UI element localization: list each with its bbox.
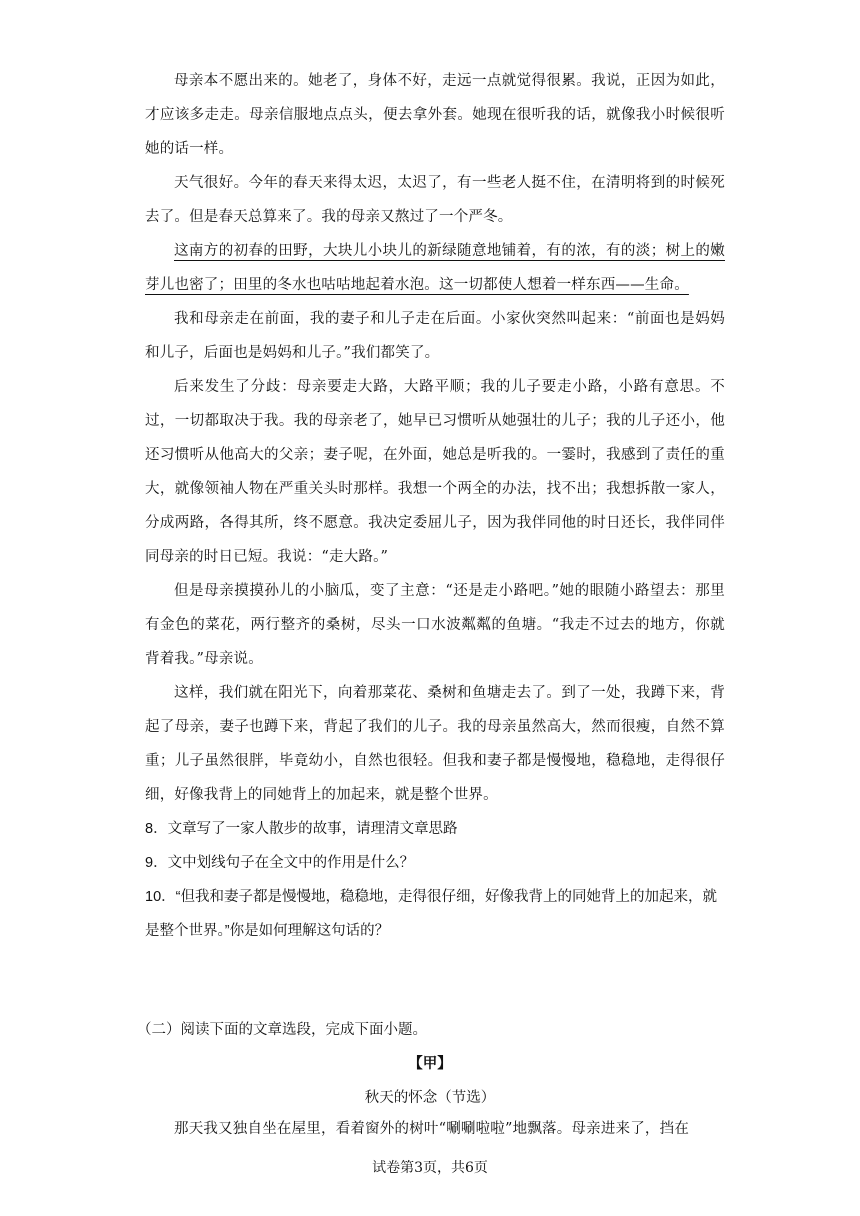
question-8: 8．文章写了一家人散步的故事，请理清文章思路 [145,821,458,837]
paragraph-1: 母亲本不愿出来的。她老了，身体不好，走远一点就觉得很累。我说，正因为如此，才应该多走走。母亲信服地点点头，便去拿外套。她现在很听我的话，就像我小时候很听她的话一样。 [145,73,725,157]
paragraph-4: 我和母亲走在前面，我的妻子和儿子走在后面。小家伙突然叫起来：“前面也是妈妈和儿子，后面也是妈妈和儿子。”我们都笑了。 [145,311,725,361]
question-9: 9．文中划线句子在全文中的作用是什么？ [145,855,415,871]
section-label: 【甲】 [408,1055,452,1072]
section-heading: （二）阅读下面的文章选段，完成下面小题。 [137,1022,427,1038]
paragraph-6: 但是母亲摸摸孙儿的小脑瓜，变了主意：“还是走小路吧。”她的眼随小路望去：那里有金色的菜花，两行整齐的桑树，尽头一口水波粼粼的鱼塘。“我走不过去的地方，你就背着我。”母亲说。 [145,583,725,667]
paragraph-2: 天气很好。今年的春天来得太迟，太迟了，有一些老人挺不住，在清明将到的时候死去了。但是春天总算来了。我的母亲又熬过了一个严冬。 [145,175,725,225]
section2-paragraph: 那天我又独自坐在屋里，看着窗外的树叶“唰唰啦啦”地飘落。母亲进来了，挡在 [174,1121,690,1137]
question-10: 10．“但我和妻子都是慢慢地，稳稳地，走得很仔细，好像我背上的同她背上的加起来，就是整个世界。”你是如何理解这句话的？ [145,889,717,939]
article-title: 秋天的怀念（节选） [364,1090,496,1106]
underlined-paragraph [145,234,725,302]
paragraph-7: 这样，我们就在阳光下，向着那菜花、桑树和鱼塘走去了。到了一处，我蹲下来，背起了母亲，妻子也蹲下来，背起了我们的儿子。我的母亲虽然高大，然而很瘦，自然不算重；儿子虽然很胖，毕竟幼小，自然也很轻。但我和妻子都是慢慢地，稳稳地，走得很仔细，好像我背上的同她背上的加起来，就是整个世界。 [145,685,725,803]
underlined-sentence: 这南方的初春的田野，大块儿小块儿的新绿随意地铺着，有的浓，有的淡；树上的嫩芽儿也密了；田里的冬水也咕咕地起着水泡。这一切都使人想着一样东西——生命。 [145,243,725,293]
page-footer: 试卷第3页，共6页 [372,1160,488,1176]
paragraph-5: 后来发生了分歧：母亲要走大路，大路平顺；我的儿子要走小路，小路有意思。不过，一切都取决于我。我的母亲老了，她早已习惯听从她强壮的儿子；我的儿子还小，他还习惯听从他高大的父亲；妻子呢，在外面，她总是听我的。一霎时，我感到了责任的重大，就像领袖人物在严重关头时那样。我想一个两全的办法，找不出；我想拆散一家人，分成两路，各得其所，终不愿意。我决定委屈儿子，因为我伴同他的时日还长，我伴同伴同母亲的时日已短。我说：“走大路。” [145,379,725,565]
